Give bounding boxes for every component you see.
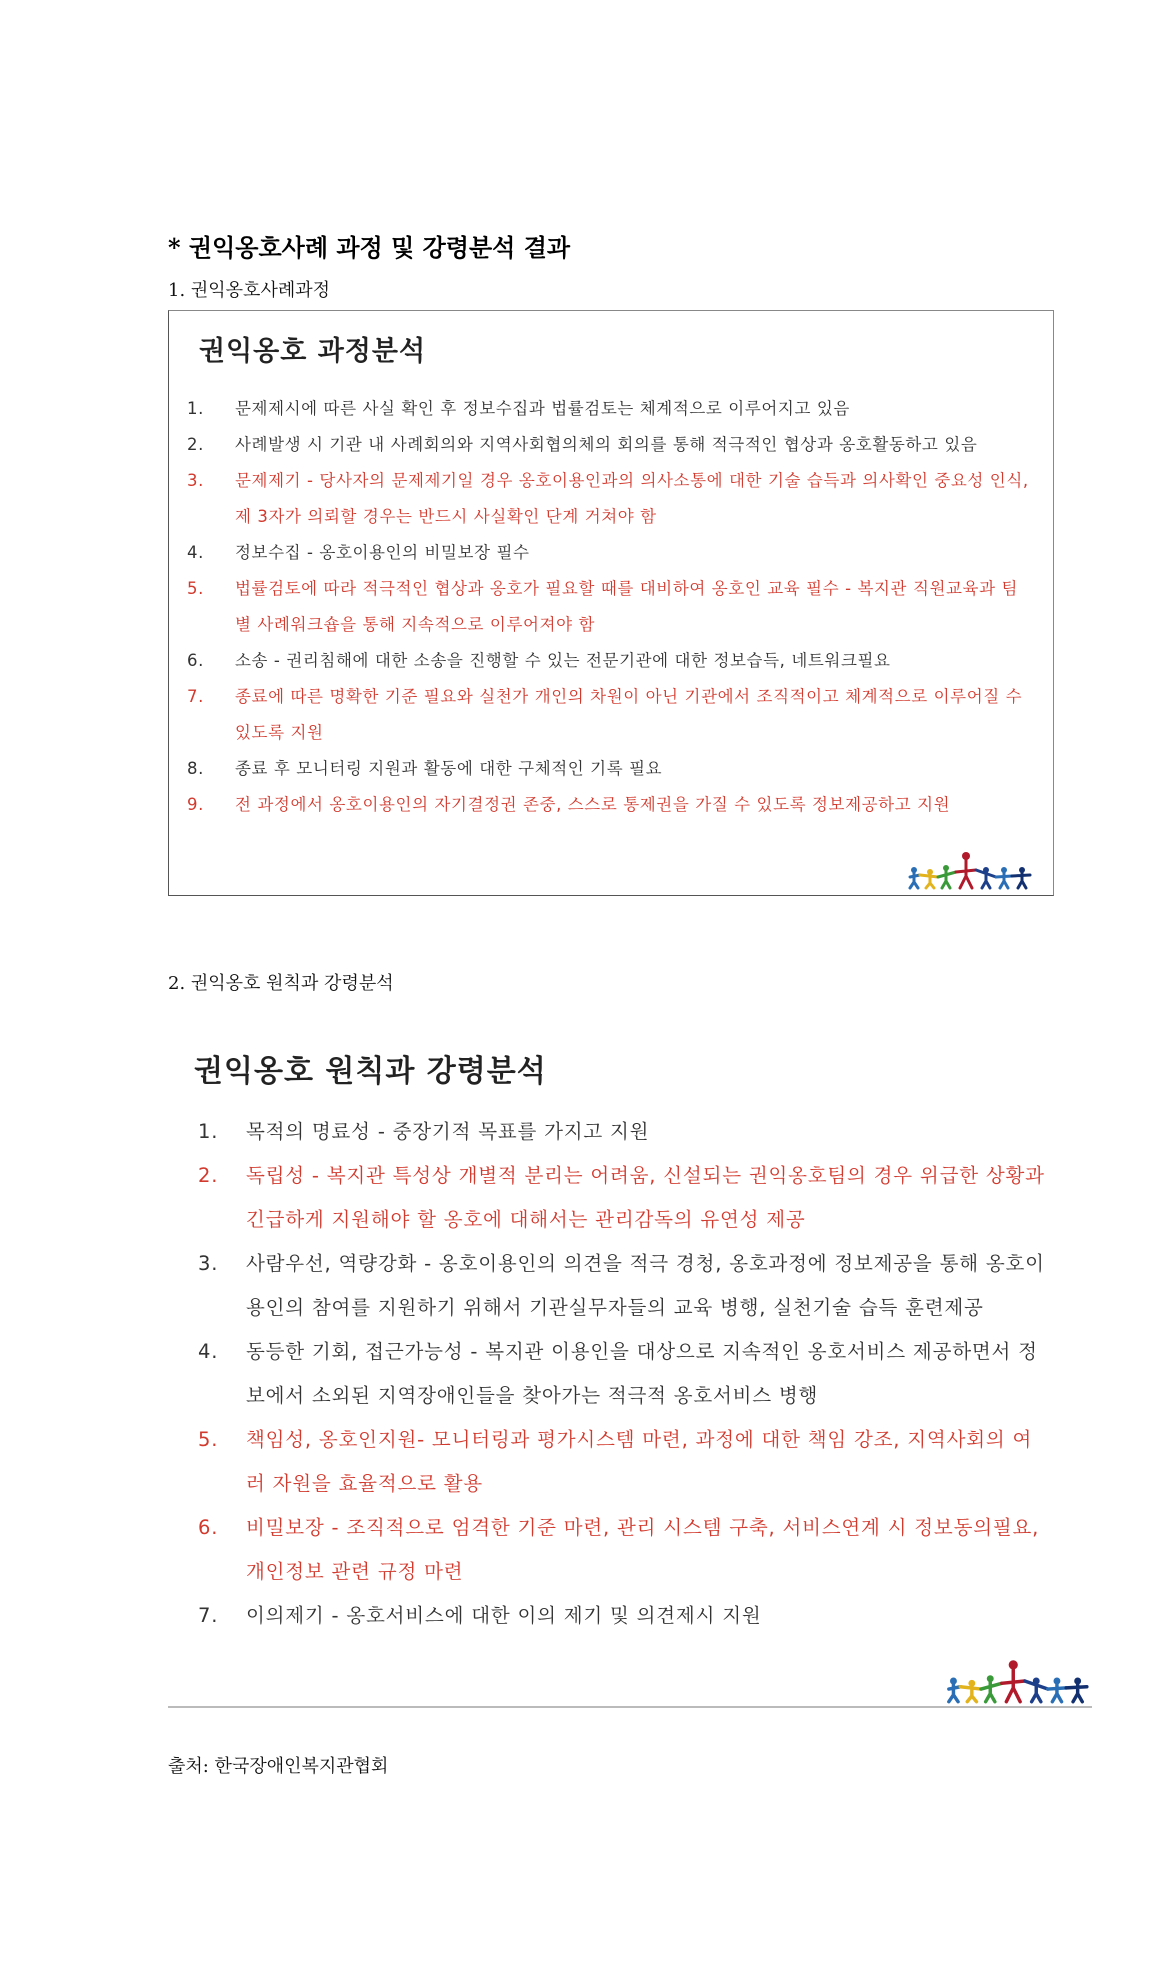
process-item-number: 7.	[187, 687, 204, 706]
source-credit: 출처: 한국장애인복지관협회	[168, 1756, 389, 1777]
process-item-number: 9.	[187, 795, 204, 814]
process-item-text: 종료에 따른 명확한 기준 필요와 실천가 개인의 차원이 아닌 기관에서 조직적이고 체계적으로 이루어질 수 있도록 지원	[235, 687, 1023, 742]
people-figures-icon-2	[944, 1658, 1094, 1704]
principle-item-number: 2.	[198, 1164, 219, 1187]
principle-item-text: 이의제기 - 옹호서비스에 대한 이의 제기 및 의견제시 지원	[246, 1604, 762, 1627]
process-item	[169, 787, 1049, 823]
principle-item	[168, 1418, 1048, 1506]
process-item-text: 정보수집 - 옹호이용인의 비밀보장 필수	[235, 543, 530, 562]
process-item	[169, 427, 1049, 463]
principle-item	[168, 1242, 1048, 1330]
process-item	[169, 679, 1049, 751]
process-item-number: 6.	[187, 651, 204, 670]
principle-item-text: 목적의 명료성 - 중장기적 목표를 가지고 지원	[246, 1120, 650, 1143]
process-item	[169, 463, 1049, 535]
principle-item	[168, 1110, 1048, 1154]
process-analysis-box	[168, 310, 1054, 896]
principle-item-text: 비밀보장 - 조직적으로 엄격한 기준 마련, 관리 시스템 구축, 서비스연계 시 정보동의필요, 개인정보 관련 규정 마련	[246, 1516, 1040, 1583]
process-item-number: 2.	[187, 435, 204, 454]
process-item-text: 문제제시에 따른 사실 확인 후 정보수집과 법률검토는 체계적으로 이루어지고 있음	[235, 399, 850, 418]
process-item-number: 8.	[187, 759, 204, 778]
principle-item-number: 5.	[198, 1428, 219, 1451]
process-item	[169, 751, 1049, 787]
process-item-number: 5.	[187, 579, 204, 598]
process-analysis-title: 권익옹호 과정분석	[199, 336, 427, 367]
process-item-number: 3.	[187, 471, 204, 490]
section-divider	[168, 1706, 1092, 1708]
principle-item-text: 책임성, 옹호인지원- 모니터링과 평가시스템 마련, 과정에 대한 책임 강조, 지역사회의 여러 자원을 효율적으로 활용	[246, 1428, 1033, 1495]
process-item	[169, 535, 1049, 571]
principles-analysis-section	[168, 1020, 1092, 1710]
principles-analysis-list	[168, 1110, 1048, 1638]
page-heading: * 권익옹호사례 과정 및 강령분석 결과	[168, 233, 571, 262]
principle-item	[168, 1506, 1048, 1594]
principle-item-number: 1.	[198, 1120, 219, 1143]
principle-item	[168, 1154, 1048, 1242]
principle-item-number: 6.	[198, 1516, 219, 1539]
principle-item-number: 3.	[198, 1252, 219, 1275]
process-item-text: 전 과정에서 옹호이용인의 자기결정권 존중, 스스로 통제권을 가질 수 있도록 정보제공하고 지원	[235, 795, 951, 814]
principle-item	[168, 1330, 1048, 1418]
principle-item-text: 동등한 기회, 접근가능성 - 복지관 이용인을 대상으로 지속적인 옹호서비스 제공하면서 정보에서 소외된 지역장애인들을 찾아가는 적극적 옹호서비스 병행	[246, 1340, 1038, 1407]
process-item-number: 4.	[187, 543, 204, 562]
section1-label: 1. 권익옹호사례과정	[168, 280, 330, 301]
principle-item-number: 7.	[198, 1604, 219, 1627]
process-item-text: 사례발생 시 기관 내 사례회의와 지역사회협의체의 회의를 통해 적극적인 협상과 옹호활동하고 있음	[235, 435, 978, 454]
process-item-text: 법률검토에 따라 적극적인 협상과 옹호가 필요할 때를 대비하여 옹호인 교육 필수 - 복지관 직원교육과 팀 별 사례워크숍을 통해 지속적으로 이루어져야 함	[235, 579, 1019, 634]
principle-item-text: 사람우선, 역량강화 - 옹호이용인의 의견을 적극 경청, 옹호과정에 정보제공을 통해 옹호이용인의 참여를 지원하기 위해서 기관실무자들의 교육 병행, 실천기술 습득 훈련제공	[246, 1252, 1045, 1319]
people-figures-icon	[906, 850, 1036, 890]
process-item-text: 문제제기 - 당사자의 문제제기일 경우 옹호이용인과의 의사소통에 대한 기술 습득과 의사확인 중요성 인식, 제 3자가 의뢰할 경우는 반드시 사실확인 단계 거쳐야 함	[235, 471, 1029, 526]
principle-item	[168, 1594, 1048, 1638]
section2-label: 2. 권익옹호 원칙과 강령분석	[168, 973, 394, 994]
principles-analysis-title: 권익옹호 원칙과 강령분석	[194, 1054, 547, 1089]
principle-item-number: 4.	[198, 1340, 219, 1363]
process-item	[169, 571, 1049, 643]
process-item-text: 소송 - 권리침해에 대한 소송을 진행할 수 있는 전문기관에 대한 정보습득, 네트워크필요	[235, 651, 891, 670]
process-item	[169, 643, 1049, 679]
process-analysis-list	[169, 391, 1049, 823]
process-item-text: 종료 후 모니터링 지원과 활동에 대한 구체적인 기록 필요	[235, 759, 663, 778]
process-item	[169, 391, 1049, 427]
principle-item-text: 독립성 - 복지관 특성상 개별적 분리는 어려움, 신설되는 권익옹호팀의 경우 위급한 상황과 긴급하게 지원해야 할 옹호에 대해서는 관리감독의 유연성 제공	[246, 1164, 1045, 1231]
process-item-number: 1.	[187, 399, 204, 418]
